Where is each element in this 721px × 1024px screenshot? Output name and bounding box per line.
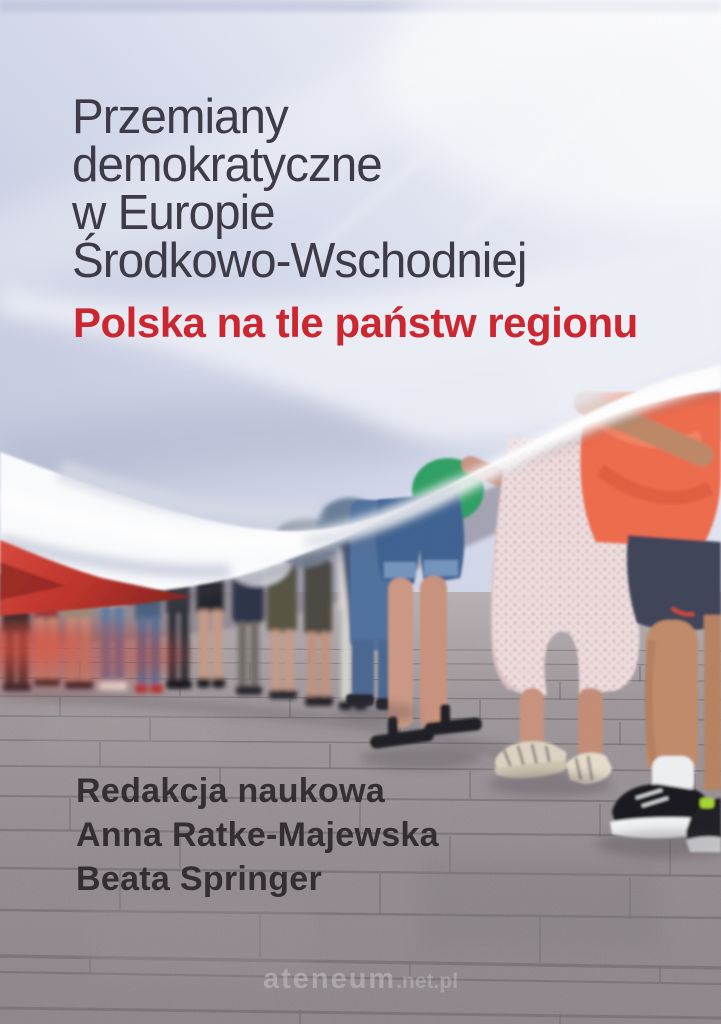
book-subtitle: Polska na tle państw regionu [73,299,638,346]
watermark-brand: ateneum [262,963,397,995]
store-watermark [0,963,721,996]
title-line-1: Przemiany [72,90,288,144]
credits-label: Redakcja naukowa [76,772,386,810]
title-line-4: Środkowo-Wschodniej [72,234,527,288]
title-line-2: demokratyczne [72,138,382,192]
author-2: Beata Springer [76,860,323,898]
title-line-3: w Europie [72,186,275,240]
book-title [72,90,527,288]
editor-credits [76,769,439,901]
watermark-suffix: .net.pl [396,970,459,993]
author-1: Anna Ratke-Majewska [76,816,439,854]
